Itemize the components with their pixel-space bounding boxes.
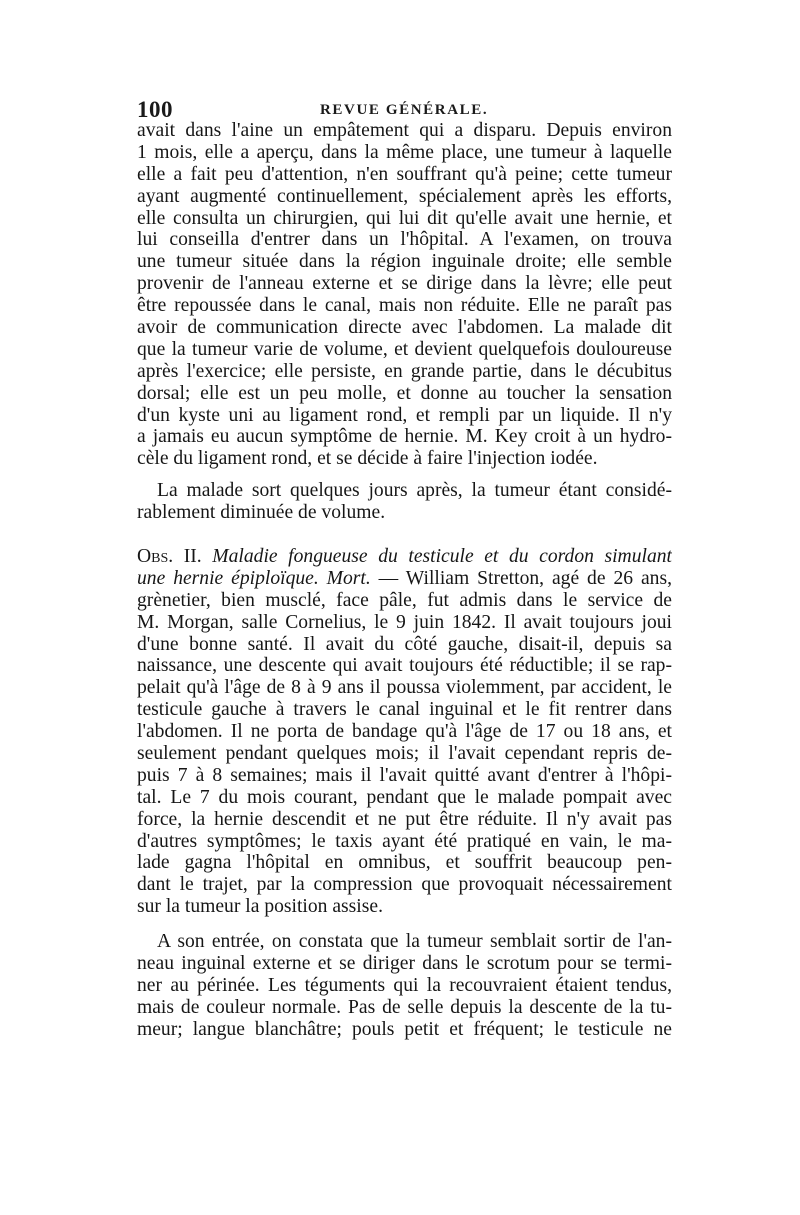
text-line: grènetier, bien musclé, face pâle, fut admis dans le service de xyxy=(137,589,672,611)
text-line: avait dans l'aine un empâtement qui a disparu. Depuis environ xyxy=(137,120,672,141)
text-line: ner au périnée. Les téguments qui la recouvraient étaient tendus, xyxy=(137,974,672,996)
text-line: a jamais eu aucun symptôme de hernie. M. Key croit à un hydro- xyxy=(137,426,672,448)
observation-title-continued: une hernie épiploïque. Mort. xyxy=(137,567,371,589)
text-line: La malade sort quelques jours après, la tumeur étant considé- xyxy=(157,480,672,501)
text-line: M. Morgan, salle Cornelius, le 9 juin 1842. Il avait toujours joui xyxy=(137,611,672,633)
text-line: tal. Le 7 du mois courant, pendant que le malade pompait avec xyxy=(137,786,672,808)
text-line: d'une bonne santé. Il avait du côté gauche, disait-il, depuis sa xyxy=(137,633,672,655)
text-line: après l'exercice; elle persiste, en grande partie, dans le décubitus xyxy=(137,360,672,382)
text-line: d'autres symptômes; le taxis ayant été pratiqué en vain, le ma- xyxy=(137,830,672,852)
paragraph-admission xyxy=(137,931,672,1040)
text-line: dorsal; elle est un peu molle, et donne au toucher la sensation xyxy=(137,382,672,404)
text-line xyxy=(137,568,672,590)
text-line: rablement diminuée de volume. xyxy=(137,501,386,523)
text-line: pelait qu'à l'âge de 8 à 9 ans il poussa violemment, par accident, le xyxy=(137,677,672,699)
text-line: A son entrée, on constata que la tumeur semblait sortir de l'an- xyxy=(157,931,672,952)
text-line: une tumeur située dans la région inguinale droite; elle semble xyxy=(137,251,672,273)
paragraph-continued xyxy=(137,120,672,470)
text-line xyxy=(137,546,672,568)
text-line: l'abdomen. Il ne porta de bandage qu'à l'âge de 17 ou 18 ans, et xyxy=(137,721,672,743)
text-line: cèle du ligament rond, et se décide à faire l'injection iodée. xyxy=(137,448,598,470)
text-line: puis 7 à 8 semaines; mais il l'avait quitté avant d'entrer à l'hôpi- xyxy=(137,764,672,786)
text-line: sur la tumeur la position assise. xyxy=(137,896,383,918)
running-title: REVUE GÉNÉRALE. xyxy=(320,102,489,118)
text-line: d'un kyste uni au ligament rond, et rempli par un liquide. Il n'y xyxy=(137,404,672,426)
paragraph-observation-2 xyxy=(137,546,672,918)
text-line: avoir de communication directe avec l'abdomen. La malade dit xyxy=(137,317,672,339)
page-number: 100 xyxy=(137,97,173,122)
text-line: dant le trajet, par la compression que provoquait nécessairement xyxy=(137,874,672,896)
text-line: meur; langue blanchâtre; pouls petit et fréquent; le testicule ne xyxy=(137,1018,672,1040)
paragraph-discharge xyxy=(137,480,672,524)
text-line: elle a fait peu d'attention, n'en souffrant qu'à peine; cette tumeur xyxy=(137,163,672,185)
text-line: ayant augmenté continuellement, spécialement après les efforts, xyxy=(137,185,672,207)
text-line: 1 mois, elle a aperçu, dans la même place, une tumeur à laquelle xyxy=(137,141,672,163)
text-line: être repoussée dans le canal, mais non réduite. Elle ne paraît pas xyxy=(137,295,672,317)
text-line: lui conseilla d'entrer dans un l'hôpital. A l'examen, on trouva xyxy=(137,229,672,251)
text-line: mais de couleur normale. Pas de selle depuis la descente de la tu- xyxy=(137,996,672,1018)
observation-title: Maladie fongueuse du testicule et du cordon simulant xyxy=(212,546,672,567)
text-line: neau inguinal externe et se diriger dans le scrotum pour se termi- xyxy=(137,952,672,974)
observation-label: Obs. II. xyxy=(137,546,202,567)
text-line: provenir de l'anneau externe et se dirige dans la lèvre; elle peut xyxy=(137,273,672,295)
text-line: testicule gauche à travers le canal inguinal et le fit rentrer dans xyxy=(137,699,672,721)
text-run: — William Stretton, agé de 26 ans, xyxy=(378,567,672,589)
text-line: lade gagna l'hôpital en omnibus, et souffrit beaucoup pen- xyxy=(137,852,672,874)
text-line: force, la hernie descendit et ne put être réduite. Il n'y avait pas xyxy=(137,808,672,830)
text-line: naissance, une descente qui avait toujours été réductible; il se rap- xyxy=(137,655,672,677)
text-line: que la tumeur varie de volume, et devient quelquefois douloureuse xyxy=(137,338,672,360)
text-line: elle consulta un chirurgien, qui lui dit qu'elle avait une hernie, et xyxy=(137,207,672,229)
text-line: seulement pendant quelques mois; il l'avait cependant repris de- xyxy=(137,743,672,765)
